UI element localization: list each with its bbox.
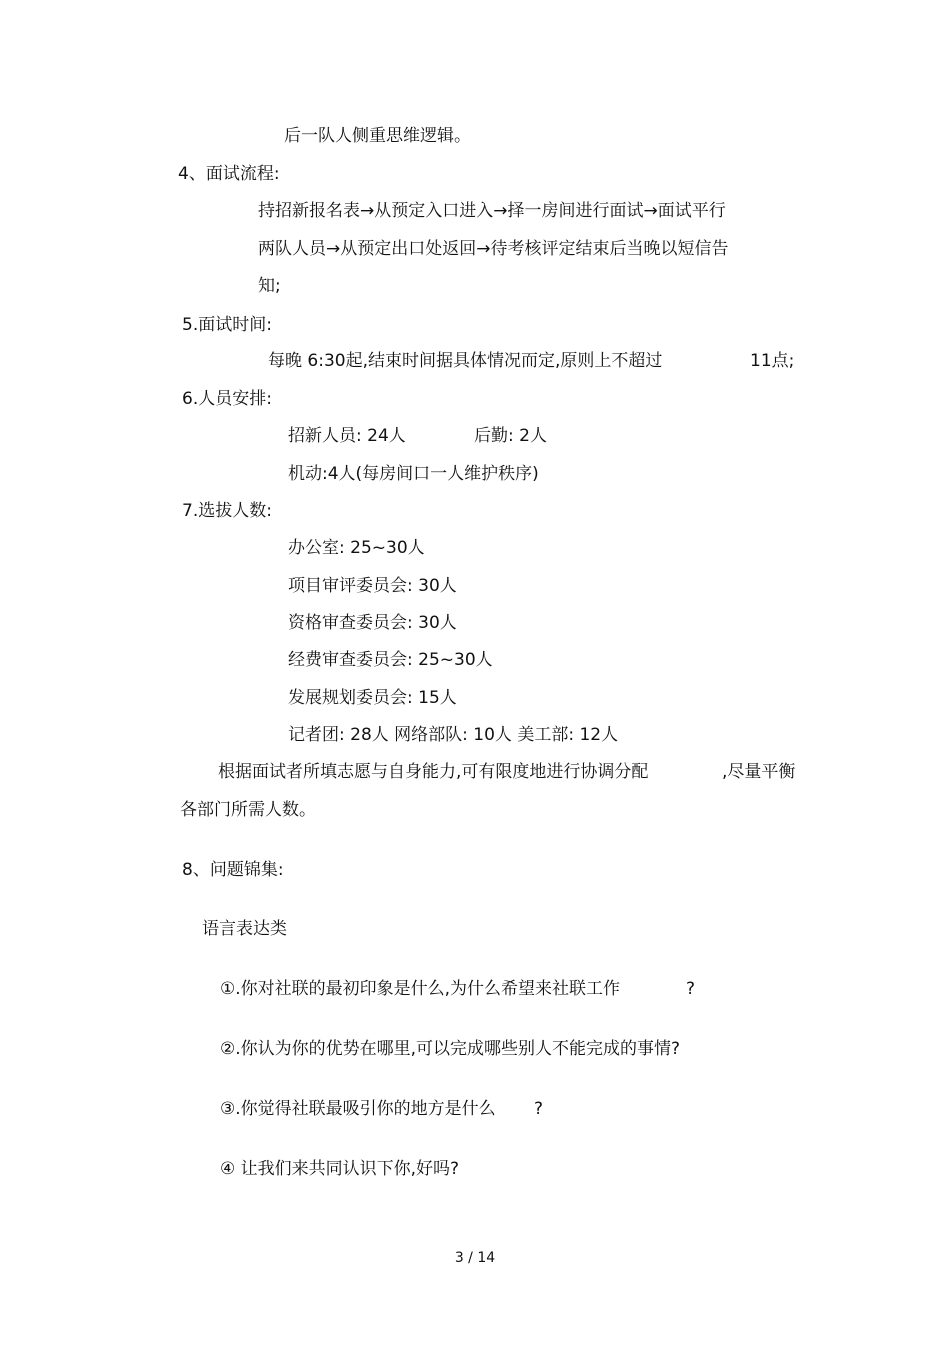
question-3-a: ③.你觉得社联最吸引你的地方是什么 [220, 1099, 496, 1119]
text-line-allocation-c: 各部门所需人数。 [180, 800, 316, 820]
question-1-a: ①.你对社联的最初印象是什么,为什么希望来社联工作 [220, 979, 621, 999]
text-line-time-a: 每晚 6:30起,结束时间据具体情况而定,原则上不超过 [268, 351, 663, 371]
text-line-process-3: 知; [258, 276, 281, 296]
text-line-quota-qualification: 资格审查委员会: 30人 [288, 613, 457, 633]
text-line-staff-recruit: 招新人员: 24人 [288, 426, 406, 446]
question-3-b: ? [534, 1099, 544, 1119]
page-number: 3 / 14 [454, 1250, 496, 1266]
section-heading-7: 7.选拔人数: [182, 501, 272, 521]
text-line-quota-press: 记者团: 28人 网络部队: 10人 美工部: 12人 [288, 725, 619, 745]
text-line-process-2: 两队人员→从预定出口处返回→待考核评定结束后当晚以短信告 [258, 239, 729, 259]
text-line-allocation-b: ,尽量平衡 [722, 762, 796, 782]
question-2: ②.你认为你的优势在哪里,可以完成哪些别人不能完成的事情? [220, 1039, 681, 1059]
text-line-quota-office: 办公室: 25~30人 [288, 538, 425, 558]
section-heading-5: 5.面试时间: [182, 315, 272, 335]
section-heading-4: 4、面试流程: [178, 164, 280, 184]
section-heading-6: 6.人员安排: [182, 389, 272, 409]
text-line-staff-mobile: 机动:4人(每房间口一人维护秩序) [288, 464, 539, 484]
subheading-language: 语言表达类 [202, 919, 287, 939]
text-line-allocation-a: 根据面试者所填志愿与自身能力,可有限度地进行协调分配 [218, 762, 649, 782]
question-1-b: ? [686, 979, 696, 999]
text-line-time-b: 11点; [750, 351, 795, 371]
question-4: ④ 让我们来共同认识下你,好吗? [220, 1159, 460, 1179]
text-line-1: 后一队人侧重思维逻辑。 [284, 126, 471, 146]
section-heading-8: 8、问题锦集: [182, 860, 284, 880]
text-line-process-1: 持招新报名表→从预定入口进入→择一房间进行面试→面试平行 [258, 201, 726, 221]
text-line-quota-planning: 发展规划委员会: 15人 [288, 688, 457, 708]
text-line-quota-review: 项目审评委员会: 30人 [288, 576, 457, 596]
text-line-staff-logistics: 后勤: 2人 [474, 426, 547, 446]
text-line-quota-funding: 经费审查委员会: 25~30人 [288, 650, 493, 670]
